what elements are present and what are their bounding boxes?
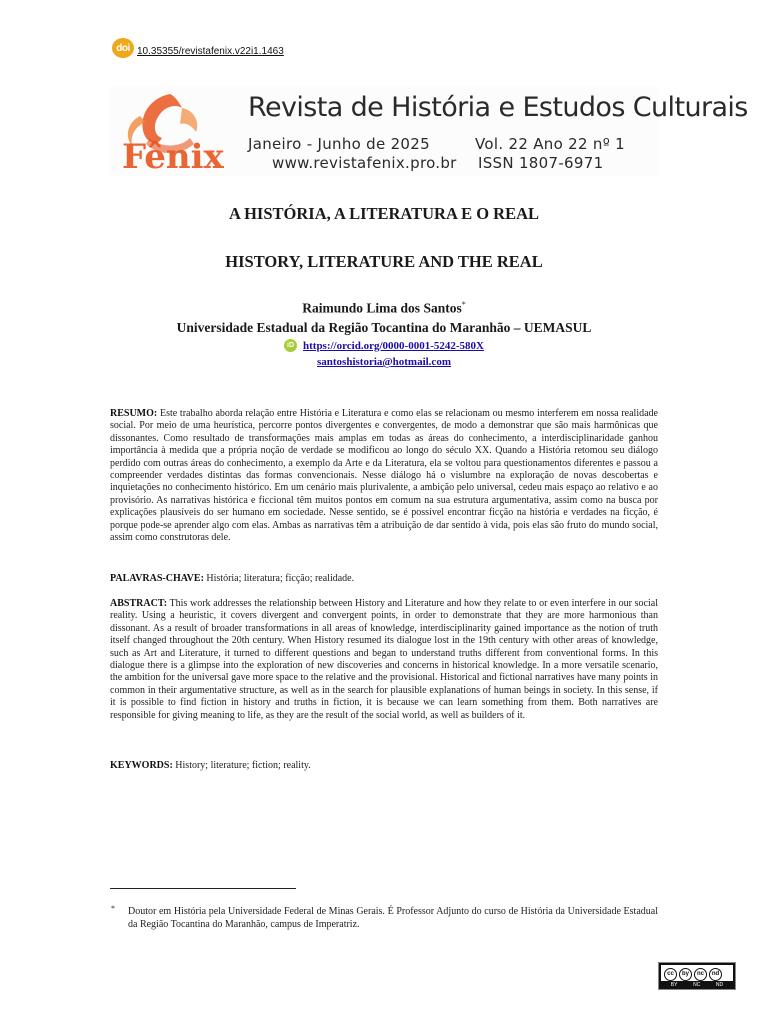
palavras-chave-text: História; literatura; ficção; realidade. <box>203 573 355 584</box>
journal-volume: Vol. 22 Ano 22 nº 1 <box>475 135 625 153</box>
author-name-text: Raimundo Lima dos Santos <box>302 300 462 316</box>
orcid-icon: iD <box>284 339 297 352</box>
nc-icon: nc <box>694 968 707 981</box>
abstract-label: ABSTRACT: <box>110 598 168 609</box>
journal-dates: Janeiro - Junho de 2025 <box>248 135 430 153</box>
svg-text:Fênix: Fênix <box>122 137 224 176</box>
abstract-paragraph <box>110 598 658 722</box>
keywords-label: KEYWORDS: <box>110 760 173 771</box>
cc-label-by: BY <box>670 982 678 988</box>
author-footnote-mark: * <box>461 300 466 309</box>
cc-label-nd: ND <box>715 982 724 988</box>
palavras-chave-paragraph <box>110 573 658 585</box>
cc-icons-row <box>661 965 733 981</box>
author-email-link[interactable]: santoshistoria@hotmail.com <box>317 356 451 368</box>
author-affiliation: Universidade Estadual da Região Tocantina do Maranhão – UEMASUL <box>176 320 592 335</box>
footnote-mark: * <box>111 904 115 913</box>
resumo-text: Este trabalho aborda relação entre História e Literatura e como elas se relacionam ou mesmo interferem em nossa realidade social. Por meio de uma heurística, percorre pontos divergentes e convergentes, de modo a demonstrar que são mais harmônicas que dissonantes. Como resultado de transformações mais amplas em todas as áreas do conhecimento, a interdisciplinaridade ganhou importância à medida que a própria noção de verdade se modificou ao longo do século XX. Quando a História retomou seu diálogo perdido com outras áreas do conhecimento, a exemplo da Arte e da Literatura, ela se voltou para questionamentos diferentes e passou a compreender verdades distintas das formas convencionais. Nesse diálogo há o vislumbre na exploração de novas descobertas e inquietações no conhecimento histórico. Em um cenário mais plurivalente, a ambição pelo universal, cedeu mais espaço ao relativo e ao provisório. As narrativas histórica e ficcional têm muitos pontos em comum na sua estrutura argumentativa, assim como na busca por explicações plausíveis do ser humano em sociedade. Nesse sentido, se é possível encontrar ficção na história e verdades na ficção, é porque pode-se aprender algo com elas. Ambas as narrativas têm a atribuição de dar sentido à vida, pois elas são fruto do mundo social, assim como construtoras dele. <box>110 408 658 544</box>
resumo-paragraph <box>110 408 658 544</box>
journal-title: Revista de História e Estudos Culturais <box>248 92 748 123</box>
doi-line <box>112 38 284 58</box>
journal-banner <box>110 86 748 176</box>
orcid-link[interactable]: https://orcid.org/0000-0001-5242-580X <box>303 339 484 352</box>
palavras-chave-label: PALAVRAS-CHAVE: <box>110 573 204 584</box>
orcid-line <box>0 339 768 352</box>
cc-icon: cc <box>664 968 677 981</box>
by-icon: by <box>679 968 692 981</box>
footnote-divider <box>110 888 296 889</box>
resumo-label: RESUMO: <box>110 408 158 419</box>
cc-labels-row <box>659 982 735 988</box>
cc-license-badge[interactable] <box>658 962 736 990</box>
nd-icon: nd <box>709 968 722 981</box>
footnote-text: Doutor em História pela Universidade Federal de Minas Gerais. É Professor Adjunto do curso de História da Universidade Estadual da Região Tocantina do Maranhão, campus de Imperatriz. <box>128 906 658 930</box>
fenix-logo-icon <box>110 86 260 176</box>
doi-link[interactable]: 10.35355/revistafenix.v22i1.1463 <box>137 45 284 57</box>
keywords-text: History; literature; fiction; reality. <box>172 760 311 771</box>
author-name <box>0 300 768 317</box>
abstract-text: This work addresses the relationship between History and Literature and how they relate to or even interfere in our social reality. Using a heuristic, it covers divergent and convergent points, in order to demonstrate that they are more harmonious than dissonant. As a result of broader transformations in all areas of knowledge, interdisciplinarity gained importance as the notion of truth itself changed throughout the 20th century. When History resumed its dialogue lost in the 19th century with other areas of knowledge, such as Art and Literature, it turned to different questions and began to understand truths different from conventional forms. In this dialogue there is a glimpse into the exploration of new discoveries and concerns in historical knowledge. In a more versatile scenario, the ambition for the universal gave more space to the relative and the provisional. Historical and fictional narratives have many points in common in their argumentative structure, as well as in the search for plausible explanations of human beings in society. In this sense, if it is possible to find fiction in history and truths in fiction, it is because we can learn something from them. Both narratives are responsible for giving meaning to life, as they are the result of the social world, as well as builders of it. <box>110 598 658 721</box>
article-title-pt: A HISTÓRIA, A LITERATURA E O REAL <box>228 204 540 223</box>
cc-label-nc: NC <box>693 982 701 988</box>
doi-icon: doi <box>112 38 134 58</box>
article-title-en: HISTORY, LITERATURE AND THE REAL <box>225 252 543 271</box>
journal-url: www.revistafenix.pro.br <box>272 154 457 172</box>
journal-issn: ISSN 1807-6971 <box>478 154 604 172</box>
keywords-paragraph <box>110 760 658 772</box>
